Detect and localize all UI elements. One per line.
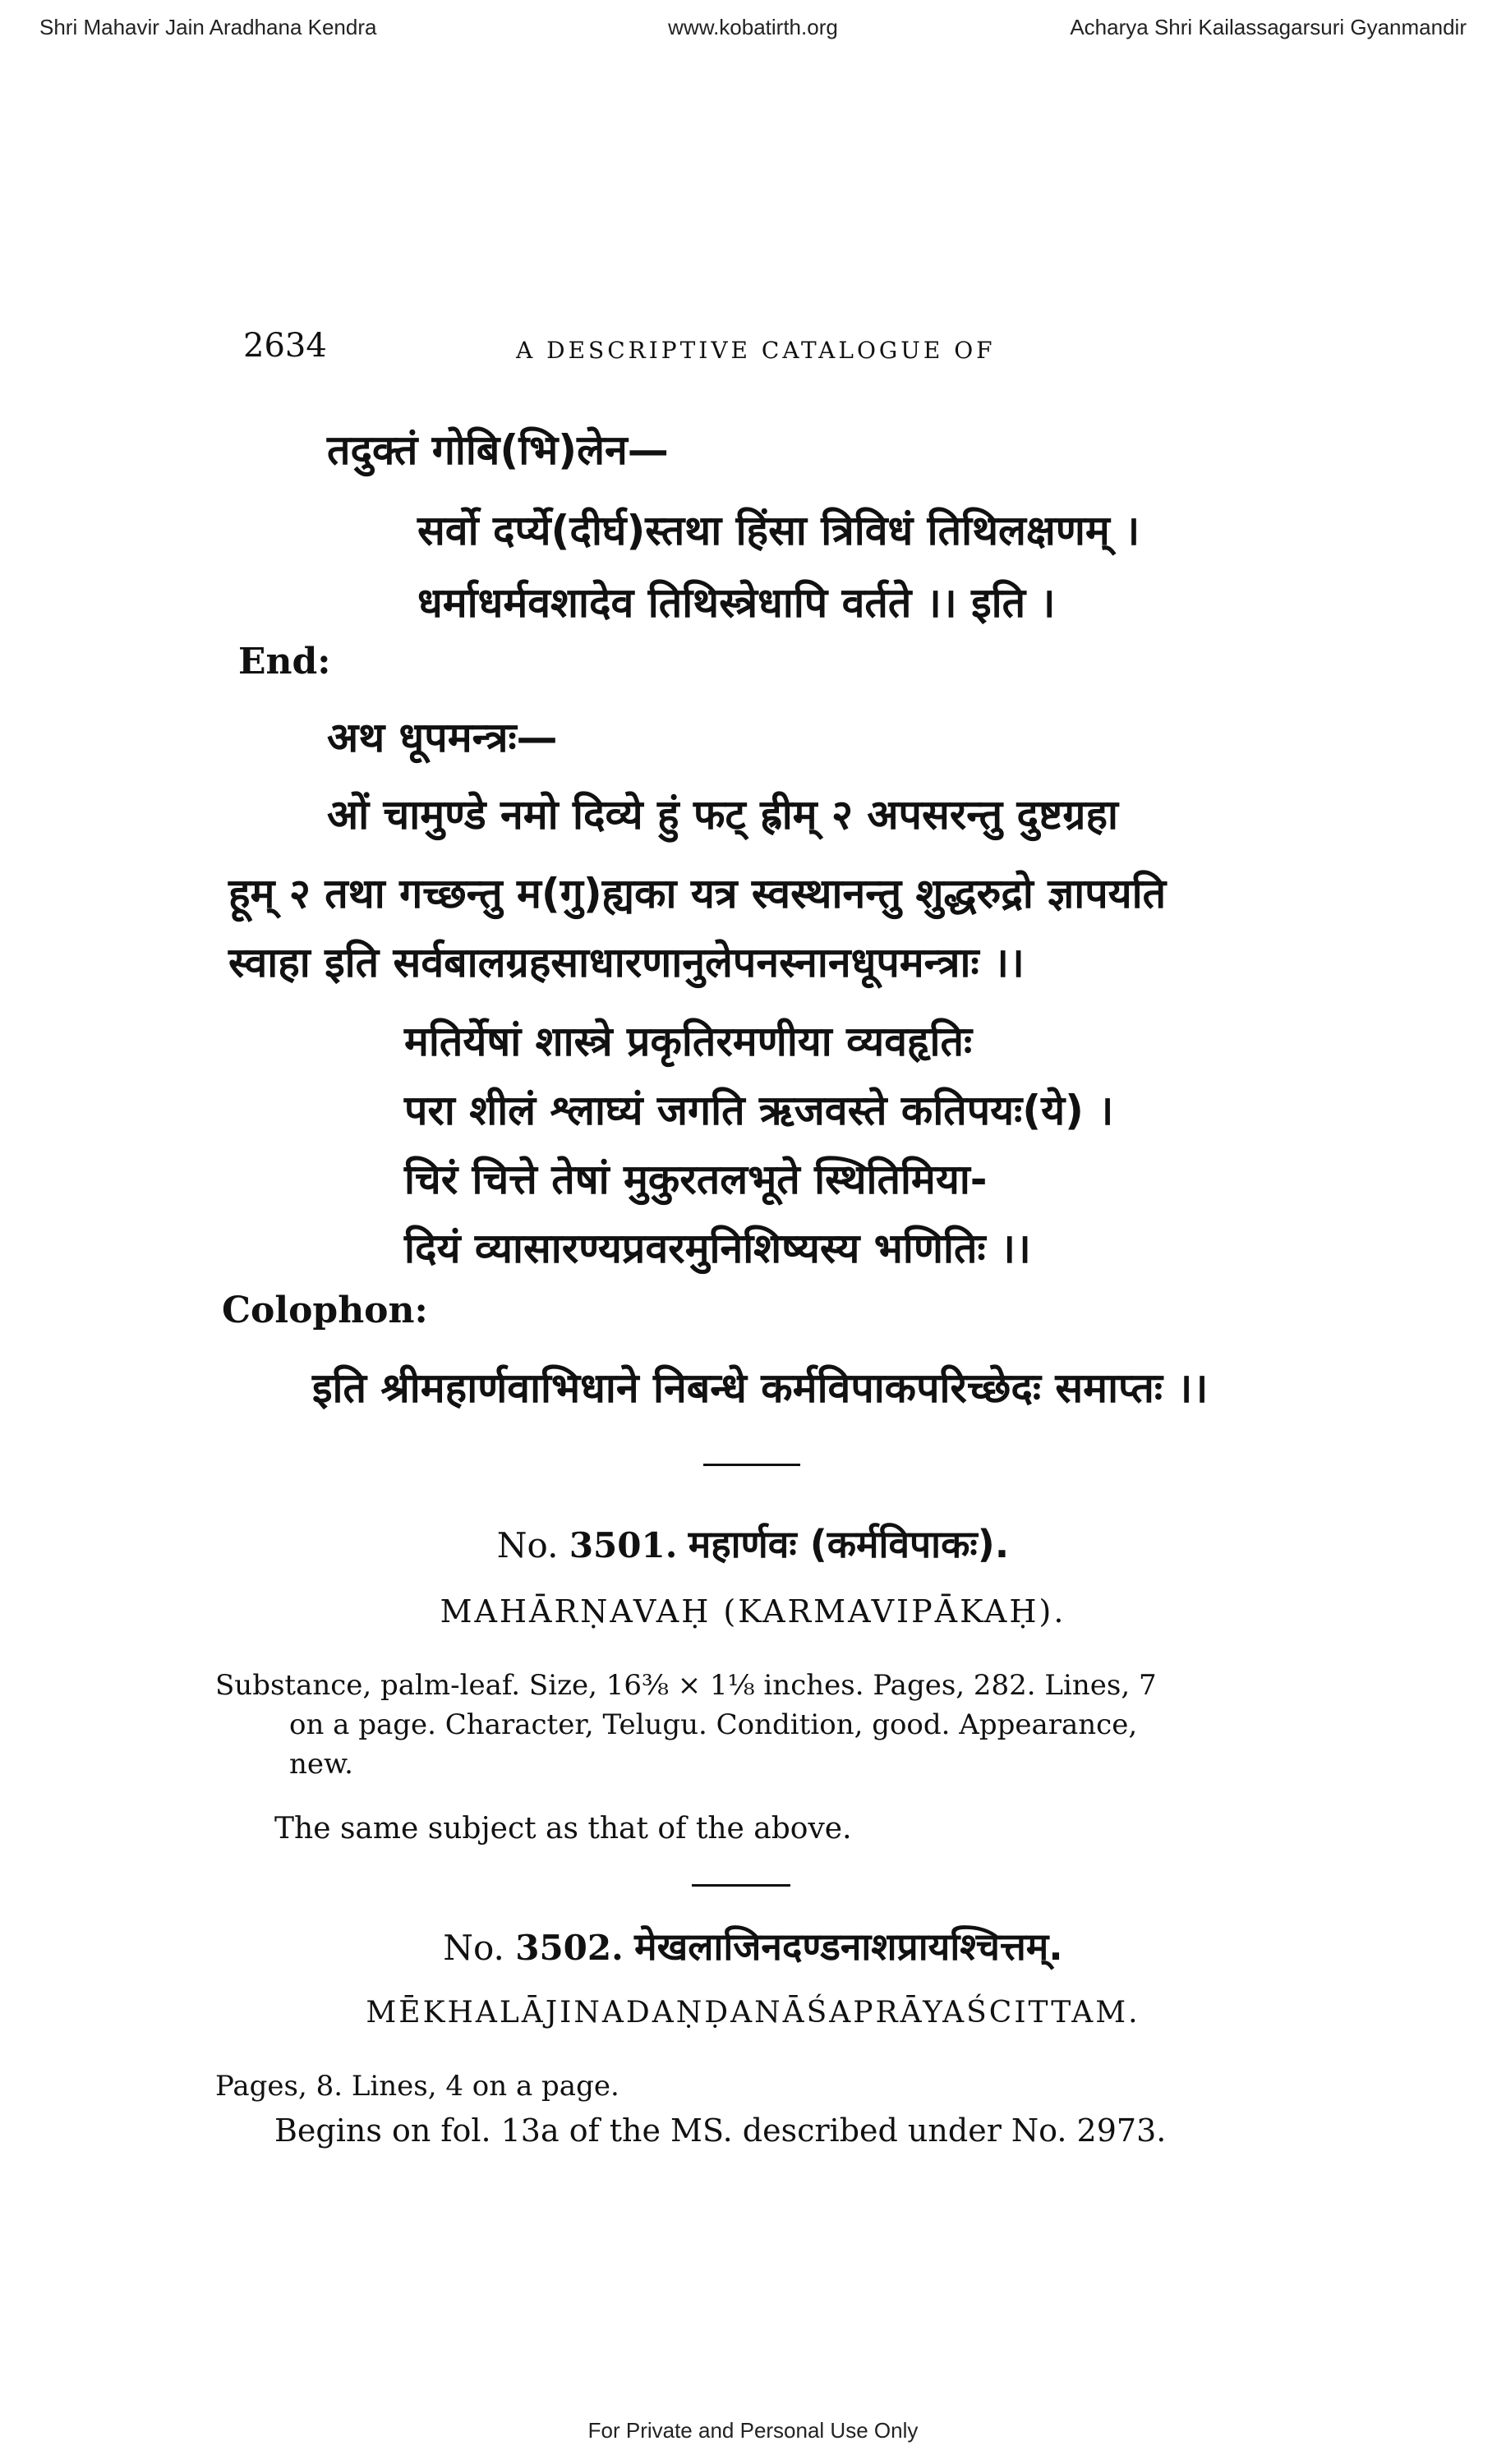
continuation-verse-line: सर्वो दर्प्ये(दीर्घ)स्तथा हिंसा त्रिविधं तिथिलक्षणम् । (417, 507, 1140, 554)
site-header-right: Acharya Shri Kailassagarsuri Gyanmandir (1070, 15, 1467, 39)
end-line: हूम् २ तथा गच्छन्तु म(गु)ह्यका यत्र स्वस्थानन्तु शुद्धरुद्रो ज्ञापयति (228, 870, 1167, 917)
end-verse-line: चिरं चित्ते तेषां मुकुरतलभूते स्थितिमिया- (404, 1156, 988, 1203)
continuation-verse-line: धर्माधर्मवशादेव तिथिस्त्रेधापि वर्तते ।। इति । (417, 579, 1056, 627)
colophon-label: Colophon: (222, 1289, 428, 1331)
end-verse-line: मतिर्येषां शास्त्रे प्रकृतिरमणीया व्यवहृतिः (404, 1018, 973, 1065)
site-footer: For Private and Personal Use Only (587, 2418, 919, 2443)
entry-3501-description-line: on a page. Character, Telugu. Condition, good. Appearance, (289, 1708, 1138, 1741)
section-divider (703, 1464, 800, 1466)
end-verse-line: दियं व्यासारण्यप्रवरमुनिशिष्यस्य भणितिः ।। (404, 1225, 1031, 1272)
entry-sanskrit-title: मेखलाजिनदण्डनाशप्रायश्चित्तम्. (634, 1924, 1063, 1969)
entry-number: 3502. (515, 1928, 624, 1968)
end-line: ओं चामुण्डे नमो दिव्ये हुं फट् ह्रीम् २ अपसरन्तु दुष्टग्रहा (327, 791, 1118, 839)
entry-3501-note: The same subject as that of the above. (274, 1812, 852, 1846)
entry-sanskrit-title: महार्णवः (कर्मविपाकः). (688, 1522, 1010, 1566)
site-header-left: Shri Mahavir Jain Aradhana Kendra (39, 15, 377, 39)
entry-3501-heading (0, 1518, 1506, 1569)
entry-3502-note: Begins on fol. 13a of the MS. described under No. 2973. (274, 2112, 1167, 2149)
running-title: A DESCRIPTIVE CATALOGUE OF (516, 337, 996, 364)
entry-3501-description-line: new. (289, 1748, 353, 1781)
entry-no-label: No. (443, 1928, 504, 1968)
entry-no-label: No. (496, 1525, 559, 1565)
end-line: अथ धूपमन्त्रः— (327, 714, 558, 761)
colophon-text: इति श्रीमहार्णवाभिधाने निबन्धे कर्मविपाकपरिच्छेदः समाप्तः ।। (312, 1364, 1209, 1412)
entry-3501-description-line: Substance, palm-leaf. Size, 16⅜ × 1⅛ inches. Pages, 282. Lines, 7 (215, 1669, 1157, 1702)
entry-3502-description: Pages, 8. Lines, 4 on a page. (215, 2070, 619, 2103)
page-number: 2634 (243, 327, 327, 365)
entry-3502-heading (0, 1920, 1506, 1971)
section-divider (692, 1884, 790, 1887)
entry-3501-roman-title: MAHĀRṆAVAḤ (KARMAVIPĀKAḤ). (440, 1593, 1066, 1630)
continuation-intro: तदुक्तं गोबि(भि)लेन— (327, 426, 669, 474)
end-line: स्वाहा इति सर्वबालग्रहसाधारणानुलेपनस्नानधूपमन्त्राः ।। (228, 939, 1025, 986)
end-verse-line: परा शीलं श्लाघ्यं जगति ऋजवस्ते कतिपयः(ये) । (404, 1087, 1114, 1134)
entry-number: 3501. (569, 1525, 678, 1565)
entry-3502-roman-title: MĒKHALĀJINADAṆḌANĀŚAPRĀYAŚCITTAM. (366, 1996, 1140, 2030)
end-label: End: (238, 641, 331, 683)
site-header-url: www.kobatirth.org (668, 15, 838, 39)
